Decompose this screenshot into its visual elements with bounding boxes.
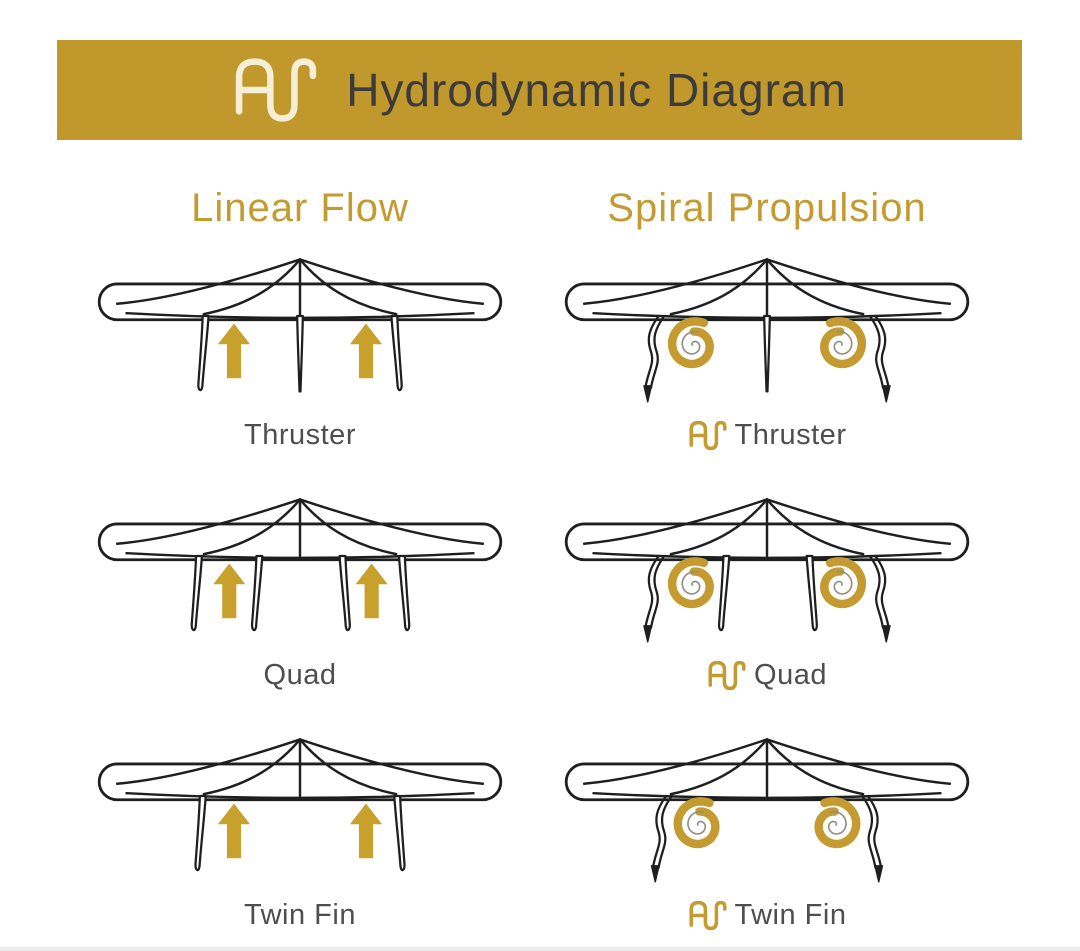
diagram-label-text: Thruster — [244, 419, 356, 451]
spiral-icon — [824, 321, 862, 364]
column-headers — [85, 186, 982, 231]
diagram-grid — [85, 250, 982, 951]
fin-wavy — [644, 556, 664, 642]
surfboard-outline — [99, 259, 501, 319]
diagram-label-text: Thruster — [734, 419, 847, 451]
fin-center — [764, 316, 770, 391]
surfboard-outline — [566, 499, 968, 559]
surfboard-outline — [566, 259, 968, 319]
fin-straight — [340, 556, 350, 630]
fin-straight — [394, 796, 404, 870]
fin-straight — [807, 556, 817, 630]
fin-straight — [719, 556, 729, 630]
surfboard-diagram-spiral — [552, 490, 982, 655]
diagram-twin-fin-linear — [85, 730, 515, 951]
fin-straight — [196, 796, 206, 870]
surfboard-diagram-linear — [85, 250, 515, 415]
title-bar — [57, 40, 1022, 140]
fin-wavy — [870, 556, 890, 642]
surfboard-diagram-linear — [85, 490, 515, 655]
au-logo-icon — [688, 419, 728, 452]
fin-straight — [198, 316, 208, 390]
page-title: Hydrodynamic Diagram — [346, 64, 847, 116]
up-arrow-icon — [350, 324, 382, 379]
diagram-label — [244, 419, 356, 452]
bottom-edge-strip — [0, 947, 1080, 951]
spiral-icon — [672, 321, 710, 364]
diagram-twin-fin-spiral — [552, 730, 982, 951]
au-logo-icon — [688, 899, 728, 932]
surfboard-outline — [566, 739, 968, 799]
fin-straight — [399, 556, 409, 630]
fin-center — [297, 316, 303, 391]
diagram-label-text: Quad — [263, 659, 337, 691]
fin-straight — [252, 556, 262, 630]
fin-wavy — [862, 796, 882, 882]
up-arrow-icon — [350, 804, 382, 859]
column-header-spiral-propulsion: Spiral Propulsion — [607, 186, 927, 230]
surfboard-outline — [99, 739, 501, 799]
surfboard-diagram-spiral — [552, 250, 982, 415]
fin-wavy — [652, 796, 672, 882]
column-header-linear-flow: Linear Flow — [191, 186, 409, 230]
diagram-label — [707, 659, 827, 692]
up-arrow-icon — [356, 564, 388, 619]
diagram-label — [688, 419, 847, 452]
fin-wavy — [870, 316, 890, 402]
diagram-label — [264, 659, 337, 692]
fin-wavy — [644, 316, 664, 402]
up-arrow-icon — [218, 324, 250, 379]
diagram-label-text: Twin Fin — [734, 899, 847, 931]
surfboard-diagram-spiral — [552, 730, 982, 895]
diagram-label — [244, 899, 356, 932]
fin-straight — [391, 316, 401, 390]
diagram-label — [688, 899, 847, 932]
au-logo-icon — [232, 53, 320, 127]
diagram-label-text: Twin Fin — [244, 899, 356, 931]
fin-straight — [192, 556, 202, 630]
spiral-icon — [678, 801, 716, 844]
spiral-icon — [672, 561, 710, 604]
diagram-thruster-linear — [85, 250, 515, 490]
diagram-quad-linear — [85, 490, 515, 730]
diagram-thruster-spiral — [552, 250, 982, 490]
spiral-icon — [819, 801, 857, 844]
surfboard-outline — [99, 499, 501, 559]
surfboard-diagram-linear — [85, 730, 515, 895]
diagram-quad-spiral — [552, 490, 982, 730]
up-arrow-icon — [218, 804, 250, 859]
diagram-label-text: Quad — [754, 659, 827, 691]
up-arrow-icon — [213, 564, 245, 619]
spiral-icon — [824, 561, 862, 604]
au-logo-icon — [707, 659, 747, 692]
